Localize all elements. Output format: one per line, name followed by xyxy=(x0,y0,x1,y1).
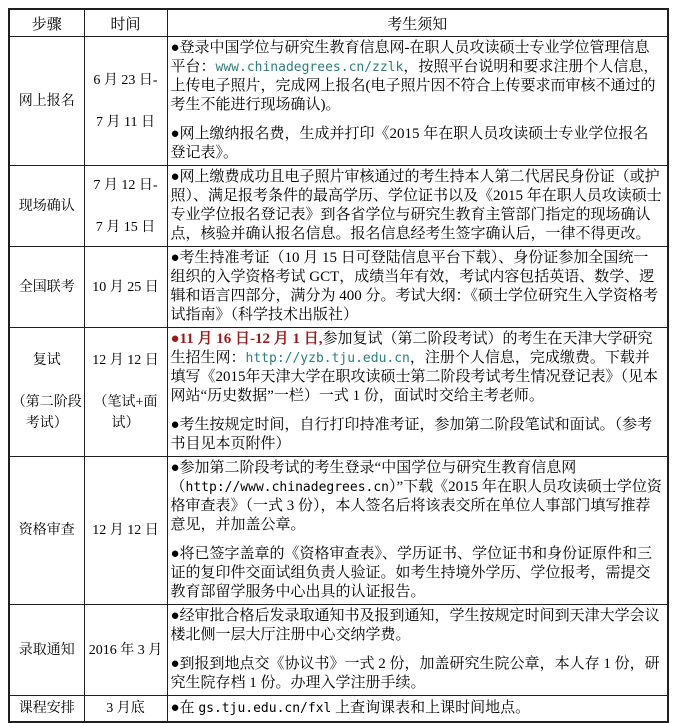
step-cell xyxy=(9,605,84,696)
note-item xyxy=(171,607,664,645)
note-text: ●参加第二阶段考试的考生登录“中国学位与研究生教育信息网（ xyxy=(170,460,577,495)
note-item xyxy=(171,168,664,244)
url-text: gs.tju.edu.cn/fxl xyxy=(198,701,332,716)
time-text: 2016 年 3 月 xyxy=(88,642,163,658)
note-item xyxy=(171,699,664,718)
time-text: 10 月 25 日 xyxy=(92,279,159,295)
note-text: ●经审批合格后发录取通知书及报到通知，学生按规定时间到天津大学会议楼北侧一层大厅注册中心交纳学费。 xyxy=(170,608,660,643)
time-text: 6 月 23 日- xyxy=(93,72,158,88)
time-cell xyxy=(84,328,167,457)
note-text: 参加复试（第二阶段考试）的考生在天津大学研究生招生网： xyxy=(170,331,653,366)
note-item xyxy=(171,125,664,163)
step-cell xyxy=(9,328,84,457)
column-header-notice: 考生须知 xyxy=(167,9,668,37)
notice-cell xyxy=(167,605,668,696)
notice-cell xyxy=(167,37,668,166)
time-text: （笔试+面试） xyxy=(93,395,158,431)
table-row xyxy=(9,457,668,605)
table-row xyxy=(9,247,668,328)
time-cell xyxy=(84,696,167,723)
table-header xyxy=(9,9,668,37)
step-text: 现场确认 xyxy=(18,198,75,214)
url-text: http://www.chinadegrees.cn xyxy=(185,480,390,495)
step-cell xyxy=(9,37,84,166)
step-text: （第二阶段考试） xyxy=(11,395,82,431)
step-text: 复试 xyxy=(32,353,61,368)
note-text: ，注册个人信息，完成缴费。下载并填写《2015年天津大学在职攻读硕士第二阶段考试考生情况登记表》（见本网站“历史数据”一栏）一式 1 份，面试时交给主考老师。 xyxy=(170,350,659,404)
table-row xyxy=(9,166,668,247)
time-cell xyxy=(84,247,167,328)
note-item xyxy=(171,249,664,325)
link-url[interactable]: http://yzb.tju.edu.cn xyxy=(245,351,410,366)
table-row xyxy=(9,605,668,696)
note-item xyxy=(171,545,664,602)
step-cell xyxy=(9,696,84,723)
time-cell xyxy=(84,37,167,166)
note-text: ●将已签字盖章的《资格审查表》、学历证书、学位证书和身份证原件和三证的复印件交面试组负责人验证。如考生持境外学历、学位报考，需提交教育部留学服务中心出具的认证报告。 xyxy=(170,546,653,600)
note-item xyxy=(171,459,664,535)
step-text: 录取通知 xyxy=(18,642,75,658)
notice-cell xyxy=(167,328,668,457)
note-item xyxy=(171,39,664,115)
step-text: 网上报名 xyxy=(18,93,75,109)
procedure-table xyxy=(8,8,669,723)
note-text: ，按照平台说明和要求注册个人信息，上传电子照片，完成网上报名(电子照片因不符合上传要求而审核不通过的考生不能进行现场确认)。 xyxy=(170,59,659,113)
notice-cell xyxy=(167,247,668,328)
link-url[interactable]: www.chinadegrees.cn/zzlk xyxy=(215,60,404,75)
note-item xyxy=(171,655,664,693)
highlight-date: ●11 月 16 日-12 月 1 日, xyxy=(170,331,323,347)
time-cell xyxy=(84,166,167,247)
column-header-time: 时间 xyxy=(84,9,167,37)
step-cell xyxy=(9,166,84,247)
note-text: ●登录中国学位与研究生教育信息网-在职人员攻读硕士专业学位管理信息平台： xyxy=(170,40,650,75)
time-text: 7 月 15 日 xyxy=(95,219,156,235)
note-text: ●到报到地点交《协议书》一式 2 份，加盖研究生院公章，本人存 1 份，研究生院存档 1 份。办理入学注册手续。 xyxy=(170,656,660,691)
header-row xyxy=(9,9,668,37)
time-text: 12 月 12 日 xyxy=(92,523,159,538)
step-cell xyxy=(9,457,84,605)
note-text: ）”下载《2015 年在职人员攻读硕士学位资格审查表》（一式 3 份），本人签名后将该表交所在单位人事部门填写推荐意见，并加盖公章。 xyxy=(170,479,662,533)
step-text: 课程安排 xyxy=(18,701,75,716)
notice-cell xyxy=(167,696,668,723)
notice-cell xyxy=(167,457,668,605)
note-text: 上查询课表和上课时间地点。 xyxy=(331,700,531,716)
time-text: 7 月 11 日 xyxy=(96,114,155,130)
table-body xyxy=(9,37,668,723)
note-text: ●网上缴纳报名费，生成并打印《2015 年在职人员攻读硕士专业学位报名登记表》。 xyxy=(170,126,649,161)
step-cell xyxy=(9,247,84,328)
column-header-step: 步骤 xyxy=(9,9,84,37)
notice-cell xyxy=(167,166,668,247)
time-text: 3 月底 xyxy=(106,701,145,716)
note-text: ●网上缴费成功且电子照片审核通过的考生持本人第二代居民身份证（或护照）、满足报考条件的最高学历、学位证书以及《2015 年在职人员攻读硕士专业学位报名登记表》到各省学位与研究生教育主管部门指定的现场确认点，核验并确认报名信息。报名信息经考生签字确认后，一律不得更改。 xyxy=(170,169,662,242)
time-cell xyxy=(84,605,167,696)
note-item xyxy=(171,330,664,406)
step-text: 资格审查 xyxy=(18,523,75,538)
table-row xyxy=(9,328,668,457)
note-text: ●考生按规定时间，自行打印持准考证，参加第二阶段笔试和面试。（参考书目见本页附件） xyxy=(170,417,653,452)
time-cell xyxy=(84,457,167,605)
note-text: ●考生持准考证（10 月 15 日可登陆信息平台下载）、身份证参加全国统一组织的入学资格考试 GCT，成绩当年有效，考试内容包括英语、数学、逻辑和语言四部分，满分为 400 分。考试大纲：《硕士学位研究生入学资格考试指南》（科学技术出版社） xyxy=(170,250,659,323)
table-row xyxy=(9,696,668,723)
note-text: ●在 xyxy=(170,700,199,716)
step-text: 全国联考 xyxy=(18,279,75,295)
table-row xyxy=(9,37,668,166)
time-text: 7 月 12 日- xyxy=(93,177,158,193)
time-text: 12 月 12 日 xyxy=(92,353,159,368)
note-item xyxy=(171,416,664,454)
